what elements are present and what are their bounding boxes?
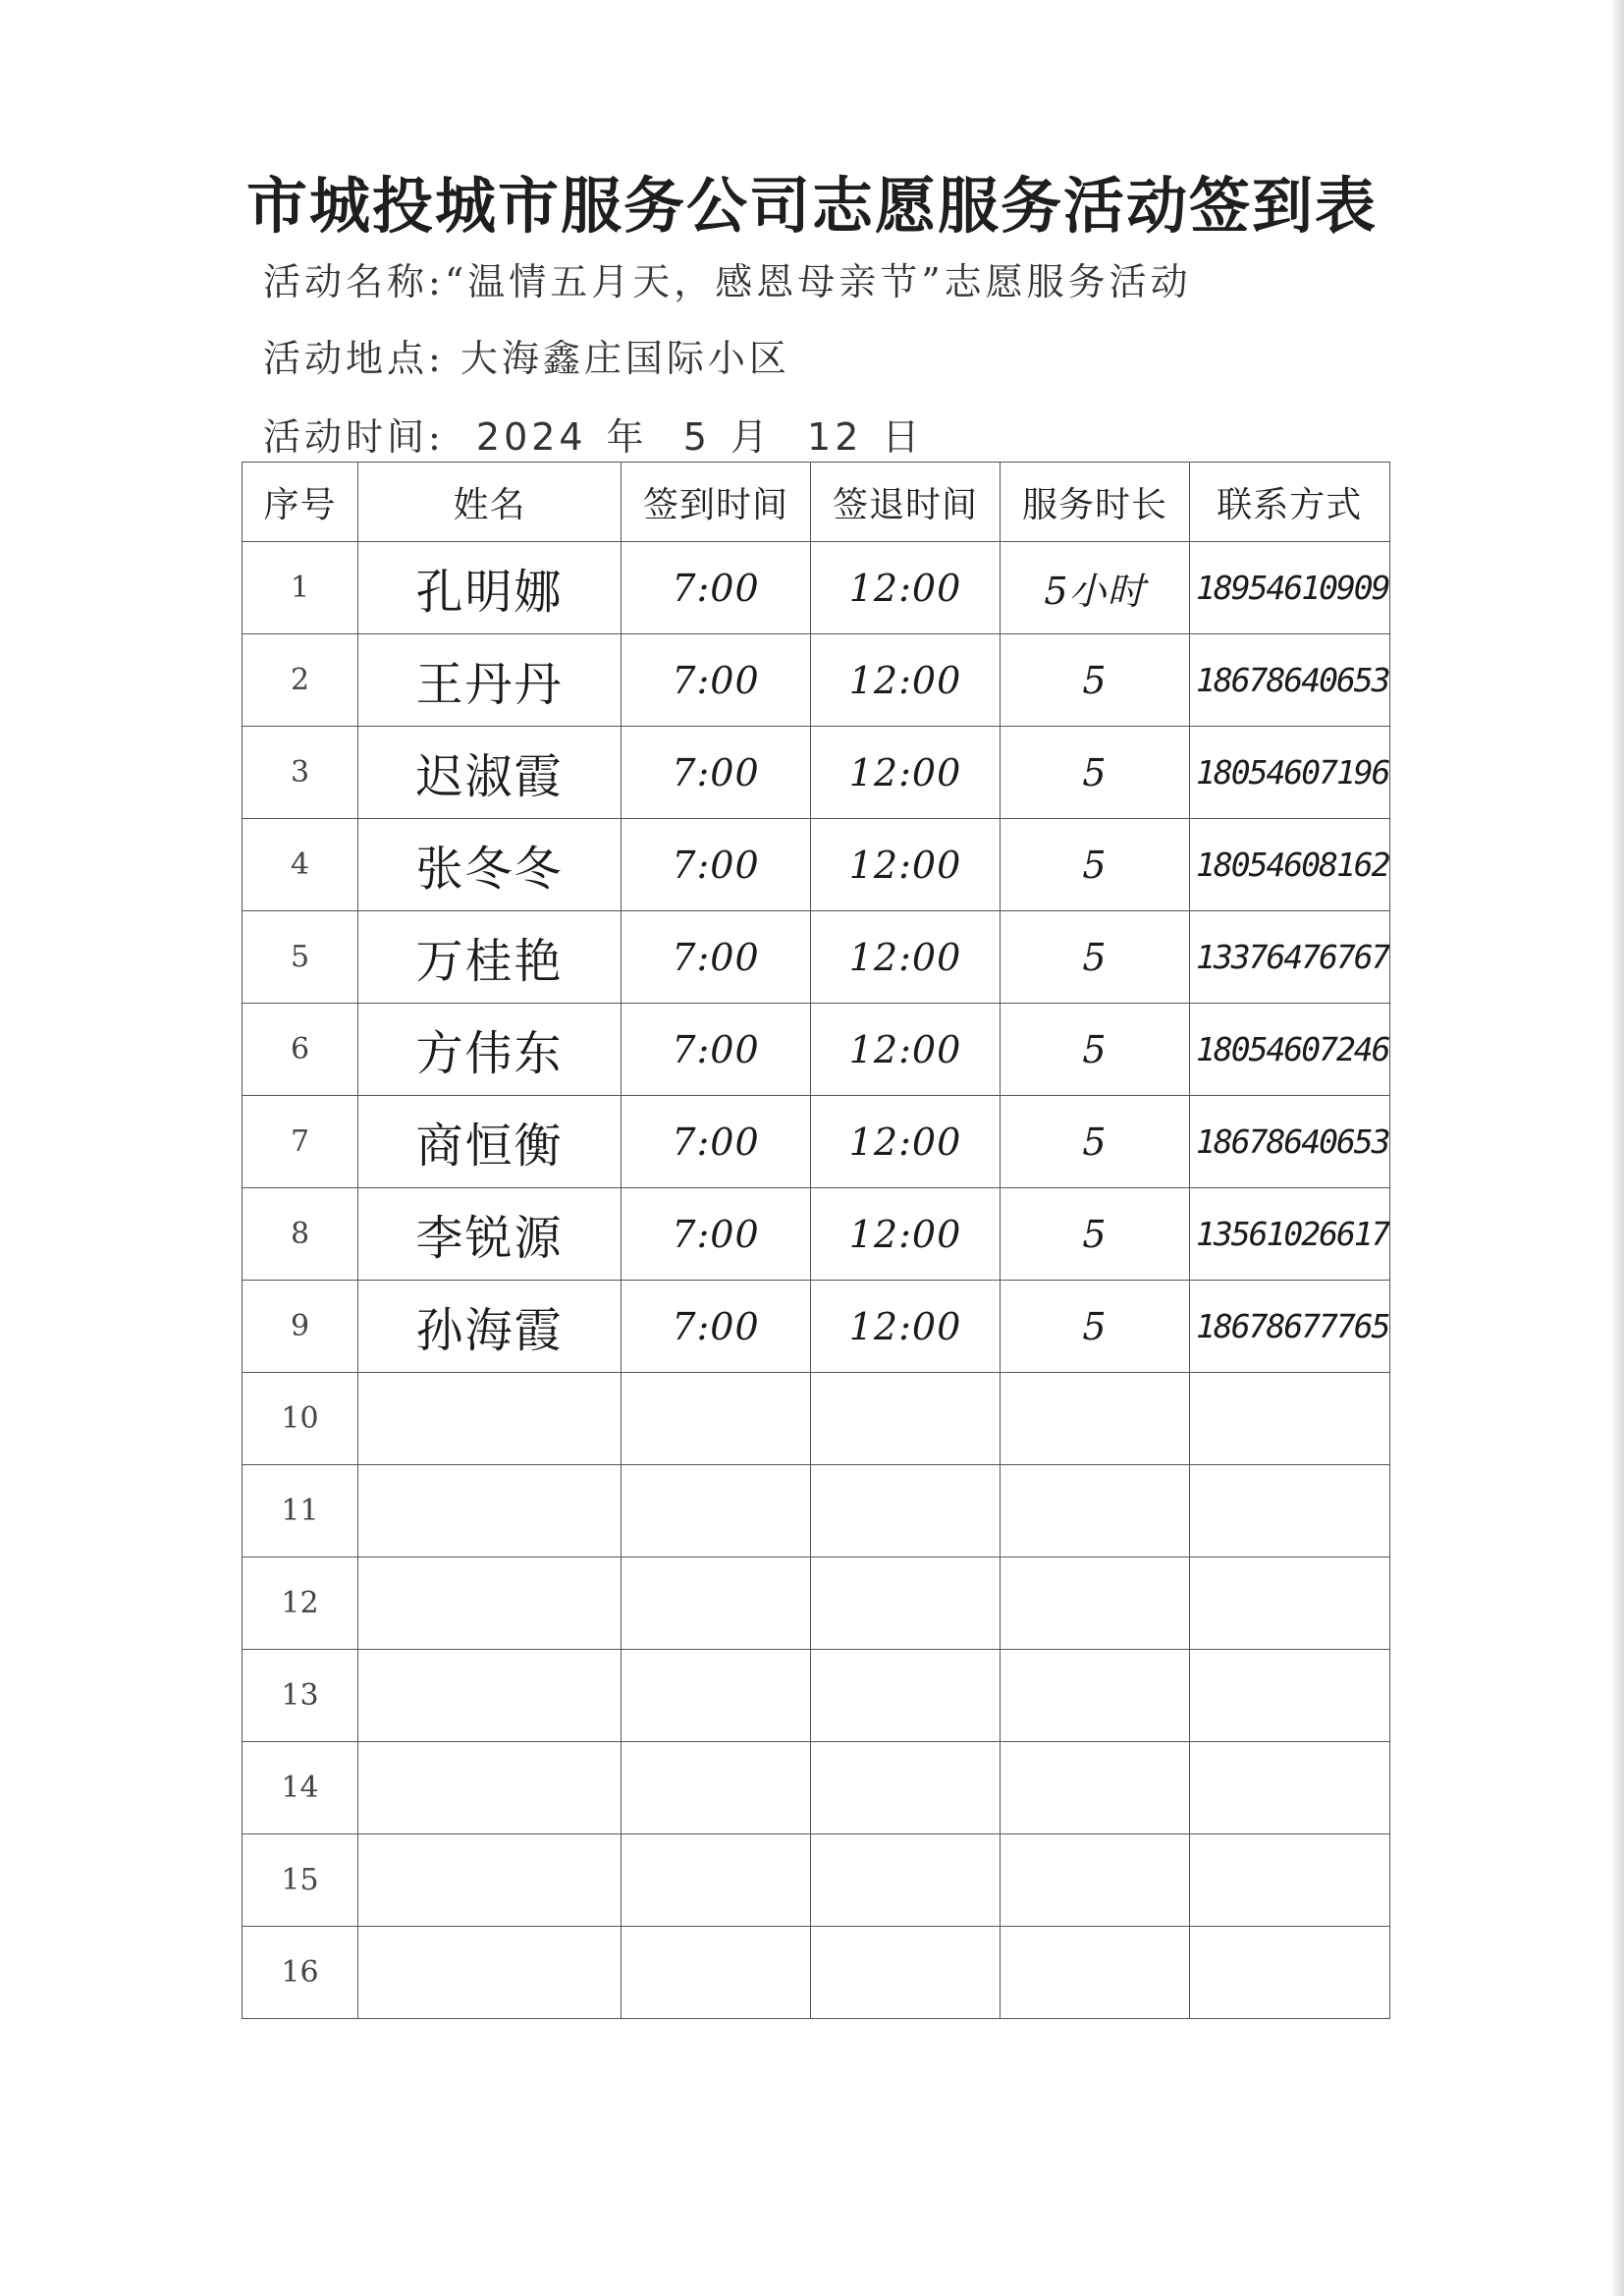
row-phone-cell	[1190, 1650, 1390, 1742]
row-sign-out-cell	[811, 1650, 1001, 1742]
row-phone-cell: 13376476767	[1190, 911, 1390, 1004]
row-seq-cell: 10	[243, 1373, 358, 1465]
row-sign-in-cell: 7:00	[622, 911, 811, 1004]
activity-place-line	[263, 328, 790, 382]
row-sign-in-cell	[622, 1650, 811, 1742]
row-sign-out-cell: 12:00	[811, 1004, 1001, 1096]
row-sign-in-cell	[622, 1373, 811, 1465]
row-seq-cell: 4	[243, 819, 358, 911]
row-phone-cell: 13561026617	[1190, 1188, 1390, 1281]
table-row	[243, 1096, 1390, 1188]
row-duration-cell: 5	[1001, 727, 1190, 819]
row-name-cell: 孙海霞	[358, 1281, 622, 1373]
row-sign-out-cell	[811, 1465, 1001, 1558]
paper-edge-shadow	[1610, 0, 1624, 2296]
row-seq-cell: 14	[243, 1742, 358, 1834]
row-name-cell	[358, 1742, 622, 1834]
row-sign-out-cell	[811, 1927, 1001, 2019]
row-name-cell	[358, 1558, 622, 1650]
header-duration: 服务时长	[1001, 463, 1190, 542]
activity-day: 12	[807, 415, 863, 459]
row-seq-cell: 16	[243, 1927, 358, 2019]
header-contact: 联系方式	[1190, 463, 1390, 542]
row-sign-out-cell	[811, 1373, 1001, 1465]
row-name-cell	[358, 1927, 622, 2019]
row-sign-out-cell	[811, 1558, 1001, 1650]
day-unit: 日	[882, 415, 924, 459]
table-row	[243, 1927, 1390, 2019]
activity-time-line	[263, 407, 927, 461]
row-name-cell: 李锐源	[358, 1188, 622, 1281]
table-row	[243, 542, 1390, 634]
row-sign-in-cell	[622, 1465, 811, 1558]
row-sign-out-cell: 12:00	[811, 634, 1001, 727]
table-row	[243, 634, 1390, 727]
activity-name-label: 活动名称:	[263, 260, 445, 303]
row-duration-cell	[1001, 1742, 1190, 1834]
row-phone-cell	[1190, 1742, 1390, 1834]
row-phone-cell	[1190, 1834, 1390, 1927]
table-row	[243, 1004, 1390, 1096]
table-row	[243, 819, 1390, 911]
row-seq-cell: 15	[243, 1834, 358, 1927]
activity-name-line	[263, 251, 1192, 305]
row-sign-in-cell: 7:00	[622, 634, 811, 727]
table-row	[243, 1558, 1390, 1650]
row-sign-out-cell: 12:00	[811, 911, 1001, 1004]
table-row	[243, 1650, 1390, 1742]
row-name-cell	[358, 1373, 622, 1465]
table-row	[243, 727, 1390, 819]
row-sign-out-cell: 12:00	[811, 542, 1001, 634]
row-name-cell: 孔明娜	[358, 542, 622, 634]
row-sign-out-cell: 12:00	[811, 1096, 1001, 1188]
row-phone-cell: 18054607246	[1190, 1004, 1390, 1096]
row-sign-in-cell	[622, 1834, 811, 1927]
header-sign-out: 签退时间	[811, 463, 1001, 542]
row-duration-cell: 5小时	[1001, 542, 1190, 634]
table-row	[243, 1373, 1390, 1465]
table-header-row	[243, 463, 1390, 542]
row-sign-in-cell: 7:00	[622, 1188, 811, 1281]
year-unit: 年	[606, 415, 648, 459]
row-sign-in-cell: 7:00	[622, 542, 811, 634]
row-sign-in-cell	[622, 1558, 811, 1650]
activity-month: 5	[682, 415, 711, 459]
row-seq-cell: 7	[243, 1096, 358, 1188]
row-phone-cell: 18054608162	[1190, 819, 1390, 911]
row-duration-cell	[1001, 1373, 1190, 1465]
table-row	[243, 1188, 1390, 1281]
activity-place-value: 大海鑫庄国际小区	[460, 337, 790, 380]
header-name: 姓名	[358, 463, 622, 542]
row-name-cell	[358, 1834, 622, 1927]
header-sign-in: 签到时间	[622, 463, 811, 542]
row-sign-out-cell: 12:00	[811, 819, 1001, 911]
row-name-cell: 迟淑霞	[358, 727, 622, 819]
row-phone-cell: 18054607196	[1190, 727, 1390, 819]
document-title: 市城投城市服务公司志愿服务活动签到表	[245, 170, 1378, 242]
row-duration-cell	[1001, 1834, 1190, 1927]
row-duration-cell	[1001, 1927, 1190, 2019]
row-phone-cell: 18678640653	[1190, 1096, 1390, 1188]
row-seq-cell: 12	[243, 1558, 358, 1650]
sign-in-table	[242, 462, 1390, 2019]
month-unit: 月	[730, 415, 772, 459]
row-name-cell: 张冬冬	[358, 819, 622, 911]
row-duration-cell: 5	[1001, 1281, 1190, 1373]
activity-name-value: “温情五月天，感恩母亲节”志愿服务活动	[444, 260, 1192, 303]
row-phone-cell	[1190, 1465, 1390, 1558]
activity-place-label: 活动地点:	[263, 337, 445, 380]
row-sign-in-cell: 7:00	[622, 727, 811, 819]
row-name-cell: 王丹丹	[358, 634, 622, 727]
row-sign-out-cell	[811, 1834, 1001, 1927]
table-row	[243, 1281, 1390, 1373]
row-phone-cell	[1190, 1927, 1390, 2019]
table-row	[243, 1742, 1390, 1834]
row-duration-cell: 5	[1001, 911, 1190, 1004]
row-duration-cell: 5	[1001, 1188, 1190, 1281]
row-sign-in-cell: 7:00	[622, 819, 811, 911]
row-duration-cell: 5	[1001, 634, 1190, 727]
table-row	[243, 911, 1390, 1004]
row-name-cell: 方伟东	[358, 1004, 622, 1096]
row-seq-cell: 6	[243, 1004, 358, 1096]
row-seq-cell: 11	[243, 1465, 358, 1558]
row-seq-cell: 3	[243, 727, 358, 819]
row-duration-cell: 5	[1001, 1004, 1190, 1096]
row-phone-cell	[1190, 1373, 1390, 1465]
row-seq-cell: 9	[243, 1281, 358, 1373]
table-row	[243, 1834, 1390, 1927]
row-phone-cell: 18678640653	[1190, 634, 1390, 727]
activity-time-label: 活动时间:	[263, 415, 445, 459]
row-sign-in-cell	[622, 1927, 811, 2019]
row-name-cell: 商恒衡	[358, 1096, 622, 1188]
row-sign-in-cell	[622, 1742, 811, 1834]
row-seq-cell: 5	[243, 911, 358, 1004]
row-name-cell: 万桂艳	[358, 911, 622, 1004]
row-sign-out-cell	[811, 1742, 1001, 1834]
row-seq-cell: 2	[243, 634, 358, 727]
row-sign-in-cell: 7:00	[622, 1096, 811, 1188]
header-seq: 序号	[243, 463, 358, 542]
row-sign-in-cell: 7:00	[622, 1281, 811, 1373]
row-duration-cell: 5	[1001, 819, 1190, 911]
row-seq-cell: 13	[243, 1650, 358, 1742]
row-phone-cell: 18954610909	[1190, 542, 1390, 634]
row-seq-cell: 1	[243, 542, 358, 634]
row-sign-in-cell: 7:00	[622, 1004, 811, 1096]
row-duration-cell	[1001, 1465, 1190, 1558]
row-name-cell	[358, 1650, 622, 1742]
row-duration-cell: 5	[1001, 1096, 1190, 1188]
row-name-cell	[358, 1465, 622, 1558]
row-seq-cell: 8	[243, 1188, 358, 1281]
row-phone-cell	[1190, 1558, 1390, 1650]
row-duration-cell	[1001, 1558, 1190, 1650]
row-sign-out-cell: 12:00	[811, 727, 1001, 819]
row-duration-cell	[1001, 1650, 1190, 1742]
row-phone-cell: 18678677765	[1190, 1281, 1390, 1373]
activity-year: 2024	[475, 415, 587, 459]
table-row	[243, 1465, 1390, 1558]
row-sign-out-cell: 12:00	[811, 1188, 1001, 1281]
row-sign-out-cell: 12:00	[811, 1281, 1001, 1373]
